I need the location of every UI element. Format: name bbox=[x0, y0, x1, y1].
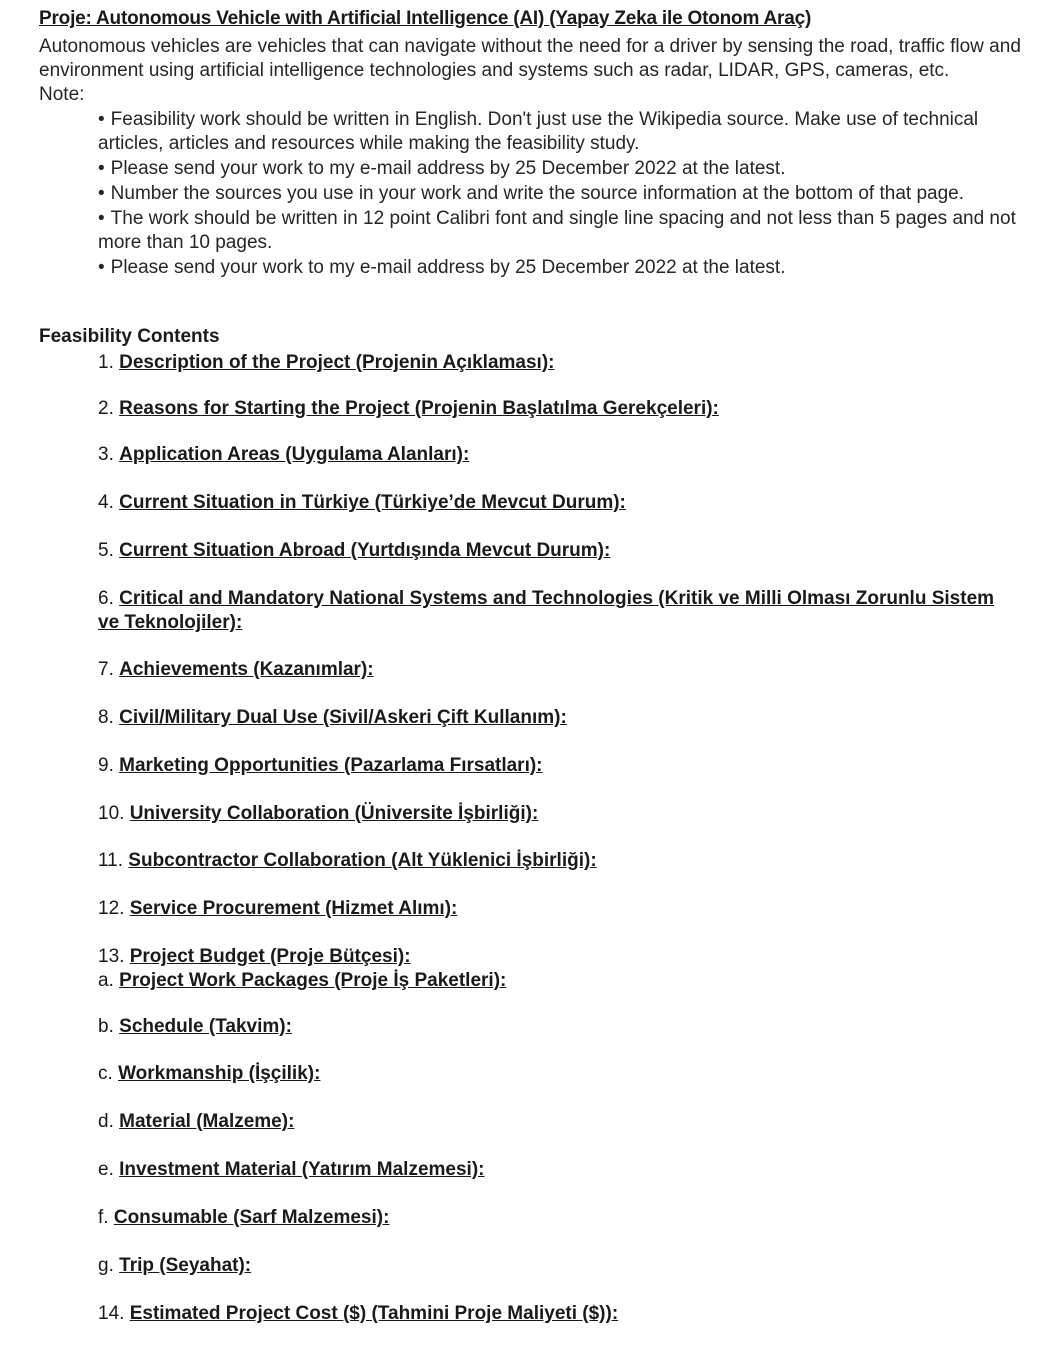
project-title: Proje: Autonomous Vehicle with Artificial Intelligence (AI) (Yapay Zeka ile Otonom Araç) bbox=[39, 8, 812, 29]
toc-item-6 bbox=[98, 587, 1008, 635]
toc-item-13g bbox=[98, 1254, 1008, 1278]
toc-link[interactable]: Material (Malzeme): bbox=[119, 1111, 295, 1132]
toc-number: b. bbox=[98, 1016, 114, 1037]
toc-item-3 bbox=[98, 443, 1008, 467]
toc-link[interactable]: Project Budget (Proje Bütçesi): bbox=[129, 946, 411, 967]
toc-number: 8. bbox=[98, 707, 114, 728]
toc-number: 9. bbox=[98, 755, 114, 776]
toc-link[interactable]: Investment Material (Yatırım Malzemesi): bbox=[119, 1159, 485, 1180]
toc-item-12 bbox=[98, 897, 1008, 921]
toc-link[interactable]: Trip (Seyahat): bbox=[119, 1255, 252, 1276]
toc-number: 6. bbox=[98, 588, 114, 609]
toc-link[interactable]: Service Procurement (Hizmet Alımı): bbox=[129, 898, 458, 919]
toc-number: 2. bbox=[98, 398, 114, 419]
toc-number: 1. bbox=[98, 352, 114, 373]
toc-link[interactable]: Current Situation in Türkiye (Türkiye’de Mevcut Durum): bbox=[119, 492, 626, 513]
toc-item-8 bbox=[98, 706, 1008, 730]
toc-number: d. bbox=[98, 1111, 114, 1132]
toc-number: 11. bbox=[98, 850, 124, 871]
toc-number: g. bbox=[98, 1255, 114, 1276]
toc-link[interactable]: Description of the Project (Projenin Açıklaması): bbox=[119, 352, 555, 373]
note-item: • Please send your work to my e-mail address by 25 December 2022 at the latest. bbox=[98, 256, 1018, 280]
toc-number: 12. bbox=[98, 898, 125, 919]
toc-link[interactable]: Consumable (Sarf Malzemesi): bbox=[113, 1207, 390, 1228]
toc-number: 3. bbox=[98, 444, 114, 465]
toc-item-14 bbox=[98, 1302, 1008, 1326]
toc-number: 14. bbox=[98, 1303, 125, 1324]
toc-number: 5. bbox=[98, 540, 114, 561]
toc-link[interactable]: Current Situation Abroad (Yurtdışında Mevcut Durum): bbox=[119, 540, 611, 561]
note-label: Note: bbox=[39, 84, 85, 105]
toc-link[interactable]: University Collaboration (Üniversite İşbirliği): bbox=[129, 803, 539, 824]
toc-link[interactable]: Subcontractor Collaboration (Alt Yüklenici İşbirliği): bbox=[128, 850, 597, 871]
toc-item-13 bbox=[98, 945, 1008, 969]
toc-link[interactable]: Marketing Opportunities (Pazarlama Fırsatları): bbox=[119, 755, 543, 776]
toc-number: 4. bbox=[98, 492, 114, 513]
note-item: • The work should be written in 12 point Calibri font and single line spacing and not less than 5 pages and not more than 10 pages. bbox=[98, 207, 1018, 255]
toc-item-5 bbox=[98, 539, 1008, 563]
toc-number: 10. bbox=[98, 803, 125, 824]
toc-link[interactable]: Reasons for Starting the Project (Projenin Başlatılma Gerekçeleri): bbox=[119, 398, 719, 419]
toc-item-7 bbox=[98, 658, 1008, 682]
toc-item-13c bbox=[98, 1062, 1008, 1086]
toc-item-2 bbox=[98, 397, 1008, 421]
toc-number: c. bbox=[98, 1063, 113, 1084]
toc-item-4 bbox=[98, 491, 1008, 515]
toc-item-13b bbox=[98, 1015, 1008, 1039]
note-item: • Please send your work to my e-mail address by 25 December 2022 at the latest. bbox=[98, 157, 1018, 181]
toc-link[interactable]: Achievements (Kazanımlar): bbox=[119, 659, 374, 680]
contents-heading: Feasibility Contents bbox=[39, 326, 220, 347]
toc-link[interactable]: Estimated Project Cost ($) (Tahmini Proje Maliyeti ($)): bbox=[129, 1303, 619, 1324]
toc-link[interactable]: Schedule (Takvim): bbox=[119, 1016, 292, 1037]
toc-item-13e bbox=[98, 1158, 1008, 1182]
note-item: • Feasibility work should be written in English. Don't just use the Wikipedia source. Make use of technical articles, articles and resources while making the feasibility study. bbox=[98, 108, 1018, 156]
toc-link[interactable]: Application Areas (Uygulama Alanları): bbox=[119, 444, 470, 465]
toc-item-13a bbox=[98, 969, 1008, 993]
toc-item-13d bbox=[98, 1110, 1008, 1134]
toc-number: a. bbox=[98, 970, 114, 991]
toc-link[interactable]: Workmanship (İşçilik): bbox=[118, 1063, 321, 1084]
note-item: • Number the sources you use in your work and write the source information at the bottom of that page. bbox=[98, 182, 1018, 206]
toc-item-1 bbox=[98, 351, 1008, 375]
toc-number: f. bbox=[98, 1207, 109, 1228]
toc-link[interactable]: Project Work Packages (Proje İş Paketleri): bbox=[119, 970, 507, 991]
toc-item-13f bbox=[98, 1206, 1008, 1230]
toc-link[interactable]: Civil/Military Dual Use (Sivil/Askeri Çift Kullanım): bbox=[119, 707, 567, 728]
toc-item-11 bbox=[98, 849, 1008, 873]
toc-item-10 bbox=[98, 802, 1008, 826]
toc-number: e. bbox=[98, 1159, 114, 1180]
toc-item-9 bbox=[98, 754, 1008, 778]
intro-paragraph: Autonomous vehicles are vehicles that can navigate without the need for a driver by sensing the road, traffic flow and environment using artificial intelligence technologies and systems such as radar, LIDAR, GPS, cameras, etc. bbox=[39, 36, 1021, 81]
toc-number: 13. bbox=[98, 946, 125, 967]
toc-number: 7. bbox=[98, 659, 114, 680]
toc-link[interactable]: Critical and Mandatory National Systems and Technologies (Kritik ve Milli Olması Zorunlu Sistem ve Teknolojiler): bbox=[98, 588, 995, 633]
notes-list bbox=[98, 108, 1018, 281]
